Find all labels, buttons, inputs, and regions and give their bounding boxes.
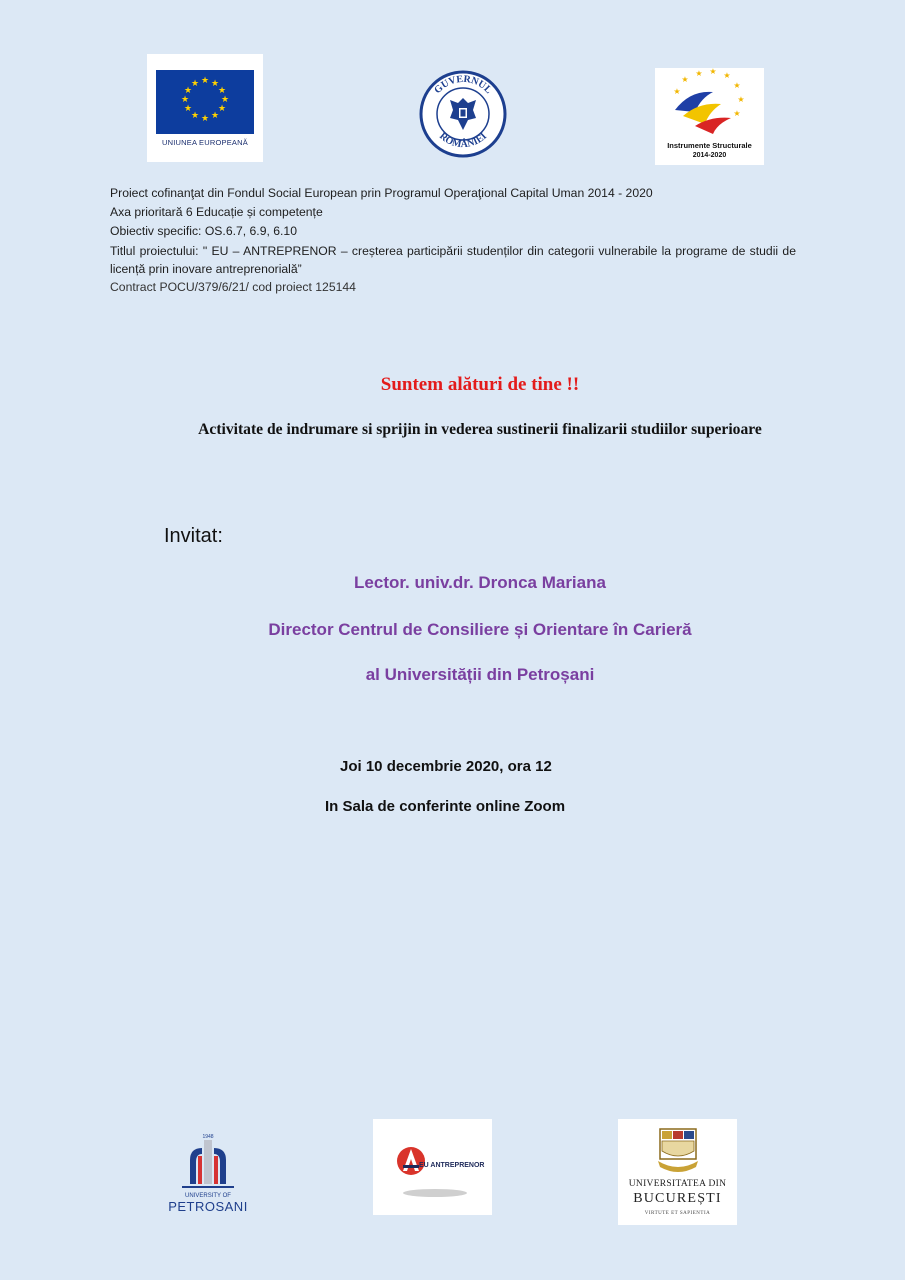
structural-caption-line2: 2014-2020 [692, 152, 727, 159]
svg-text:★: ★ [681, 75, 689, 84]
svg-text:★: ★ [733, 81, 741, 90]
svg-text:★: ★ [737, 95, 745, 104]
svg-text:★: ★ [200, 75, 210, 85]
bucharest-motto: VIRTUTE ET SAPIENTIA [644, 1211, 711, 1216]
bucharest-caption-line2: BUCUREȘTI [633, 1191, 722, 1206]
bucharest-caption-line1: UNIVERSITATEA DIN [628, 1179, 727, 1189]
petrosani-caption-small: UNIVERSITY OF [185, 1193, 231, 1199]
guest-role: Director Centrul de Consiliere și Orientare în Carieră [268, 620, 692, 639]
petrosani-caption-big: PETROSANI [168, 1199, 248, 1214]
svg-text:GUVERNUL: GUVERNUL [432, 73, 494, 97]
eu-flag-icon [156, 70, 254, 134]
guest-organization: al Universității din Petroșani [365, 665, 595, 684]
university-petrosani-logo [168, 1130, 248, 1216]
svg-text:★: ★ [200, 113, 210, 123]
guest-name: Lector. univ.dr. Dronca Mariana [354, 573, 606, 592]
project-line-axis: Axa prioritară 6 Educație și competențe [110, 205, 323, 219]
event-date: Joi 10 decembrie 2020, ora 12 [340, 758, 552, 775]
svg-text:ROMÂNIEI: ROMÂNIEI [437, 130, 490, 151]
event-location: In Sala de conferinte online Zoom [325, 798, 566, 815]
eu-antreprenor-logo [373, 1119, 492, 1215]
slogan-heading: Suntem alături de tine !! [380, 374, 580, 395]
svg-text:★: ★ [190, 110, 200, 120]
invited-label: Invitat: [164, 525, 223, 547]
project-line-program: Proiect cofinanţat din Fondul Social European prin Programul Operaţional Capital Uman 2014 - 2020 [110, 186, 653, 200]
activity-description: Activitate de indrumare si sprijin in vederea sustinerii finalizarii studiilor superioare [198, 421, 762, 438]
svg-text:★: ★ [220, 94, 230, 104]
svg-text:★: ★ [723, 71, 731, 80]
svg-text:★: ★ [673, 87, 681, 96]
svg-text:★: ★ [695, 69, 703, 78]
university-bucharest-logo [618, 1119, 737, 1225]
svg-text:★: ★ [210, 110, 220, 120]
eu-antreprenor-text: EU ANTREPRENOR [419, 1162, 485, 1169]
project-title: Titlul proiectului: " EU – ANTREPRENOR – creșterea participării studenților din categorii vulnerabile la programe de studii de licență prin inovare antreprenorială” [110, 244, 796, 276]
svg-text:★: ★ [217, 103, 227, 113]
structural-caption-line1: Instrumente Structurale [667, 141, 752, 150]
structural-instruments-logo [655, 68, 764, 165]
svg-text:★: ★ [217, 85, 227, 95]
svg-text:★: ★ [190, 78, 200, 88]
eu-logo [147, 54, 263, 162]
project-line-objective: Obiectiv specific: OS.6.7, 6.9, 6.10 [110, 224, 297, 238]
svg-text:★: ★ [183, 103, 193, 113]
svg-text:★: ★ [180, 94, 190, 104]
government-seal-logo [418, 70, 508, 158]
svg-text:★: ★ [183, 85, 193, 95]
eu-caption: UNIUNEA EUROPEANĂ [162, 138, 248, 147]
svg-text:★: ★ [210, 78, 220, 88]
project-contract: Contract POCU/379/6/21/ cod proiect 125144 [110, 280, 356, 294]
svg-text:★: ★ [733, 109, 741, 118]
svg-text:★: ★ [709, 68, 717, 76]
svg-text:1948: 1948 [202, 1134, 214, 1140]
